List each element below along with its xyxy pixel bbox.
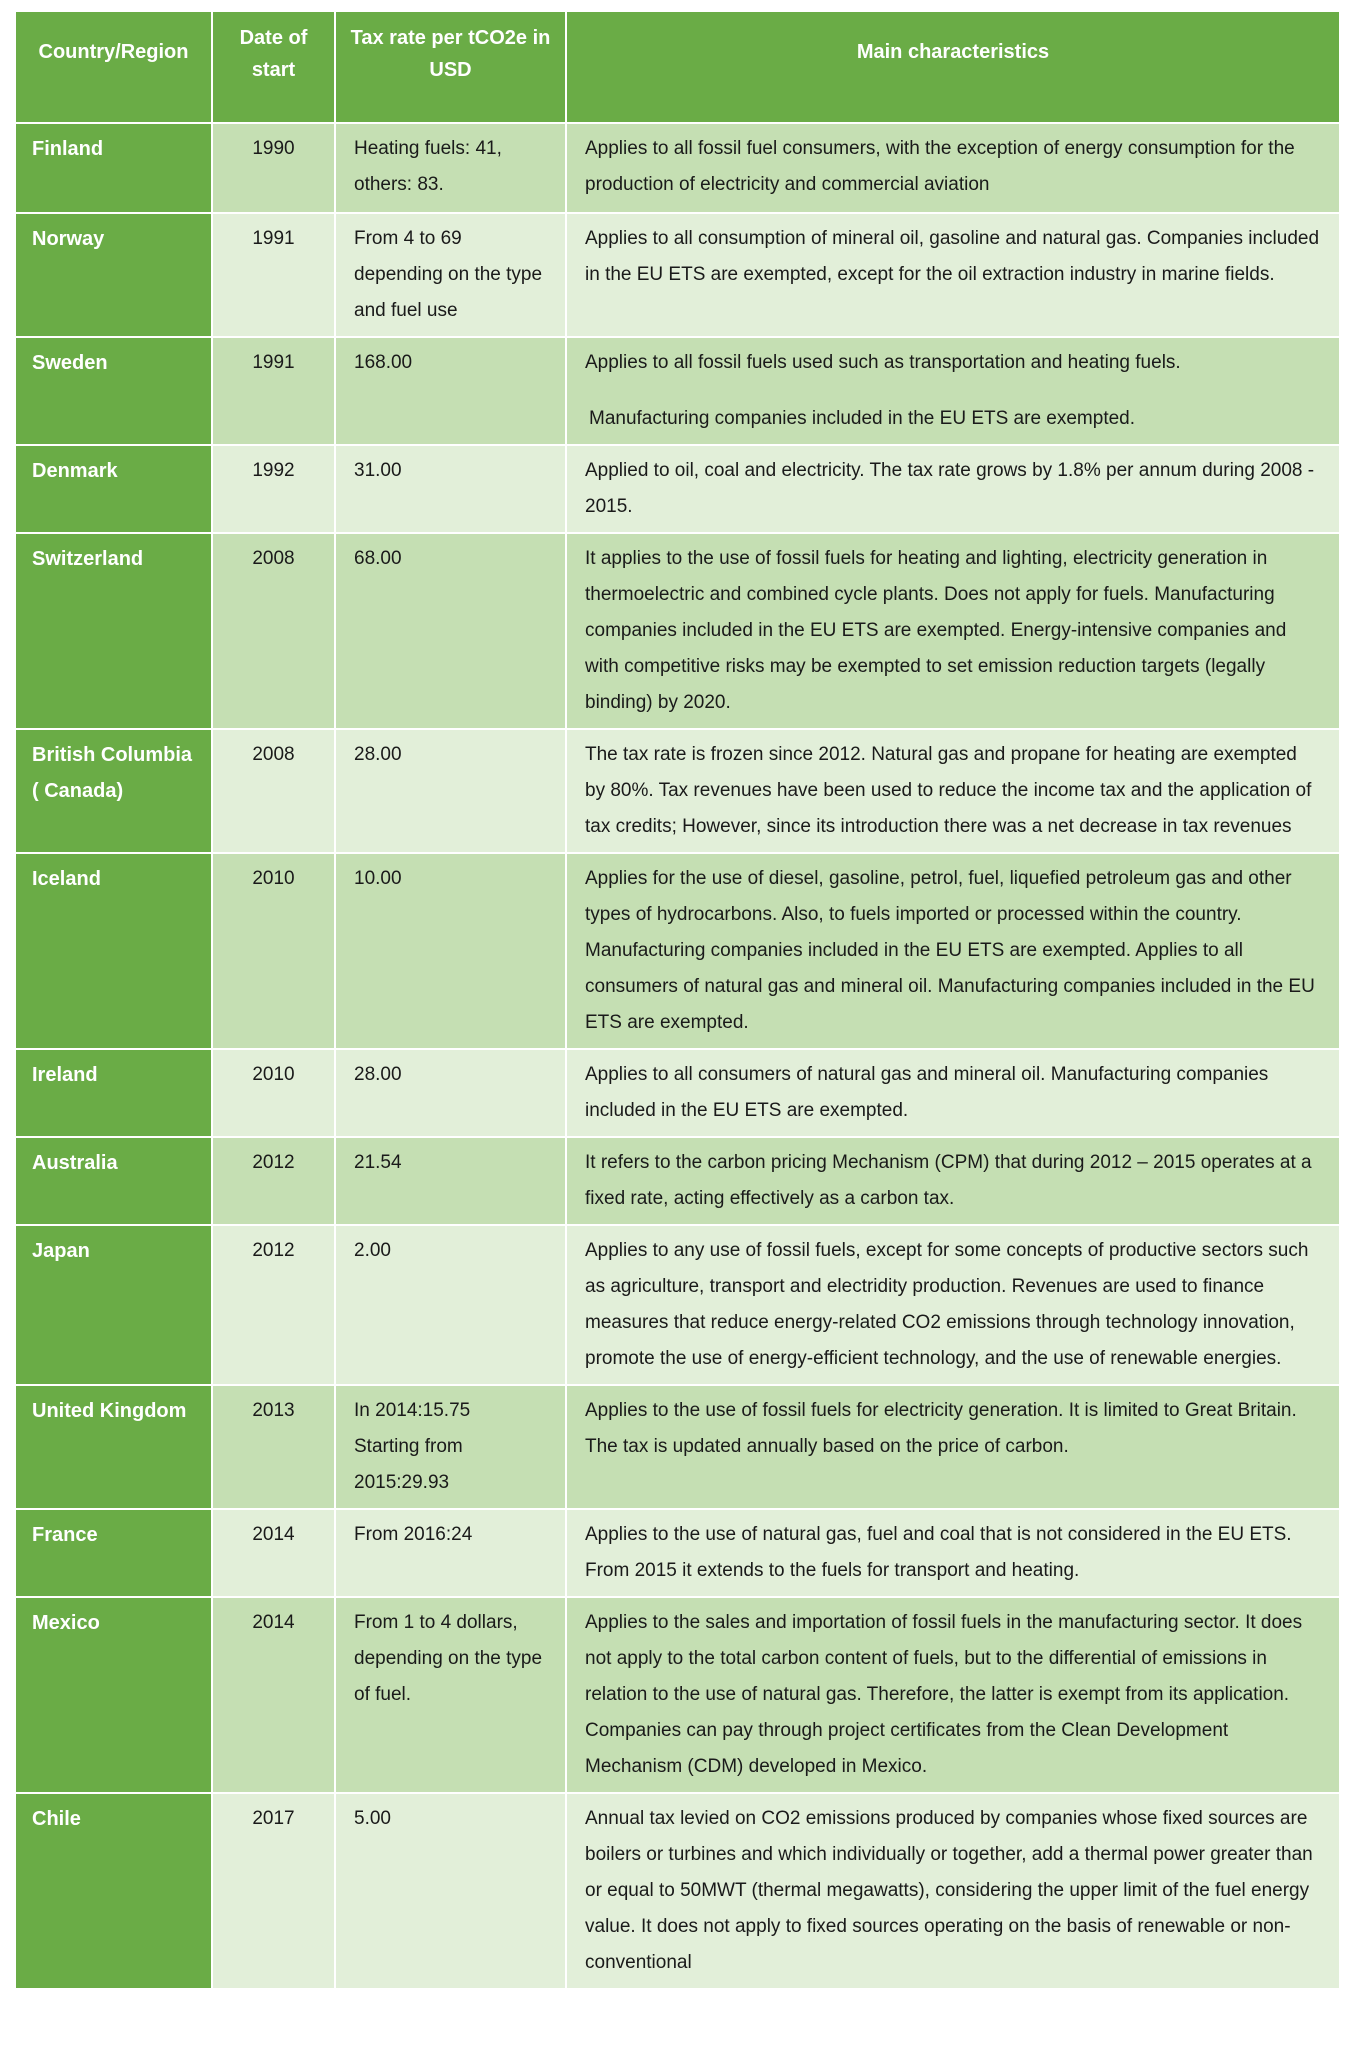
characteristics-paragraph: Applies to all consumption of mineral oil, gasoline and natural gas. Companies included in the EU ETS are exempted, except for the oil extraction industry in marine fields. <box>585 228 1320 285</box>
tax-rate-line: 21.54 <box>354 1152 402 1173</box>
characteristics-paragraph: Applies for the use of diesel, gasoline, petrol, fuel, liquefied petroleum gas and other types of hydrocarbons. Also, to fuels imported or processed within the country. Manufacturing companies included in the EU ETS are exempted. Applies to all consumers of natural gas and mineral oil. Manufacturing companies included in the EU ETS are exempted. <box>585 868 1315 1033</box>
country-cell: British Columbia ( Canada) <box>15 729 212 853</box>
characteristics-cell <box>566 729 1340 853</box>
start-year-cell: 1992 <box>212 445 335 533</box>
tax-rate-cell <box>335 123 566 213</box>
table-body <box>15 123 1340 1989</box>
characteristics-paragraph: Applies to all fossil fuel consumers, with the exception of energy consumption for the production of electricity and commercial aviation <box>585 138 1295 195</box>
tax-rate-cell <box>335 533 566 729</box>
country-cell: Norway <box>15 213 212 337</box>
characteristics-cell <box>566 1509 1340 1597</box>
tax-rate-line: 2.00 <box>354 1240 391 1261</box>
characteristics-paragraph: Applies to all fossil fuels used such as transportation and heating fuels. <box>585 352 1181 373</box>
characteristics-paragraph: Applies to all consumers of natural gas and mineral oil. Manufacturing companies included in the EU ETS are exempted. <box>585 1064 1269 1121</box>
tax-rate-line: From 1 to 4 dollars, depending on the type of fuel. <box>354 1612 543 1705</box>
country-cell: Mexico <box>15 1597 212 1793</box>
table-row <box>15 337 1340 445</box>
start-year-cell: 1991 <box>212 337 335 445</box>
tax-rate-cell <box>335 1793 566 1989</box>
header-date: Date of start <box>212 11 335 123</box>
tax-rate-line: 10.00 <box>354 868 402 889</box>
characteristics-paragraph: It applies to the use of fossil fuels for heating and lighting, electricity generation in thermoelectric and combined cycle plants. Does not apply for fuels. Manufacturing companies included in the EU ETS are exempted. Energy-intensive companies and with competitive risks may be exempted to set emission reduction targets (legally binding) by 2020. <box>585 548 1287 713</box>
characteristics-paragraph: It refers to the carbon pricing Mechanism (CPM) that during 2012 – 2015 operates at a fixed rate, acting effectively as a carbon tax. <box>585 1152 1312 1209</box>
characteristics-cell <box>566 123 1340 213</box>
characteristics-cell <box>566 1225 1340 1385</box>
country-cell: Chile <box>15 1793 212 1989</box>
table-row <box>15 445 1340 533</box>
tax-rate-line: From 4 to 69 depending on the type and fuel use <box>354 228 543 321</box>
characteristics-cell <box>566 337 1340 445</box>
start-year-cell: 1991 <box>212 213 335 337</box>
country-cell: Denmark <box>15 445 212 533</box>
characteristics-cell <box>566 853 1340 1049</box>
carbon-tax-table-container <box>14 10 1339 1990</box>
tax-rate-line: 31.00 <box>354 460 402 481</box>
tax-rate-line: others: 83. <box>354 174 444 195</box>
country-cell: Iceland <box>15 853 212 1049</box>
country-cell: Sweden <box>15 337 212 445</box>
start-year-cell: 2014 <box>212 1509 335 1597</box>
table-row <box>15 1137 1340 1225</box>
tax-rate-line: 5.00 <box>354 1808 391 1829</box>
tax-rate-line: From 2016:24 <box>354 1524 473 1545</box>
country-cell: United Kingdom <box>15 1385 212 1509</box>
characteristics-cell <box>566 1793 1340 1989</box>
characteristics-paragraph: Applies to the use of natural gas, fuel and coal that is not considered in the EU ETS. From 2015 it extends to the fuels for transport and heating. <box>585 1524 1292 1581</box>
table-row <box>15 1597 1340 1793</box>
tax-rate-line: Starting from <box>354 1436 463 1457</box>
tax-rate-line: In 2014:15.75 <box>354 1400 471 1421</box>
table-row <box>15 729 1340 853</box>
start-year-cell: 2008 <box>212 729 335 853</box>
country-cell: Japan <box>15 1225 212 1385</box>
characteristics-paragraph: The tax rate is frozen since 2012. Natural gas and propane for heating are exempted by 80%. Tax revenues have been used to reduce the income tax and the application of tax credits; However, since its introduction there was a net decrease in tax revenues <box>585 744 1312 837</box>
characteristics-paragraph: Applies to any use of fossil fuels, except for some concepts of productive sectors such as agriculture, transport and electridity production. Revenues are used to finance measures that reduce energy-related CO2 emissions through technology innovation, promote the use of energy-efficient technology, and the use of renewable energies. <box>585 1240 1309 1369</box>
characteristics-paragraph: Annual tax levied on CO2 emissions produced by companies whose fixed sources are boilers or turbines and which individually or together, add a thermal power greater than or equal to 50MWT (thermal megawatts), considering the upper limit of the fuel energy value. It does not apply to fixed sources operating on the basis of renewable or non-conventional <box>585 1808 1313 1973</box>
tax-rate-line: 28.00 <box>354 744 402 765</box>
table-row <box>15 1793 1340 1989</box>
tax-rate-line: 28.00 <box>354 1064 402 1085</box>
tax-rate-cell <box>335 213 566 337</box>
characteristics-paragraph: Applied to oil, coal and electricity. The tax rate grows by 1.8% per annum during 2008 - 2015. <box>585 460 1315 517</box>
country-cell: Switzerland <box>15 533 212 729</box>
start-year-cell: 2013 <box>212 1385 335 1509</box>
carbon-tax-table <box>14 10 1341 1990</box>
header-tax-rate: Tax rate per tCO2e in USD <box>335 11 566 123</box>
tax-rate-cell <box>335 445 566 533</box>
characteristics-cell <box>566 533 1340 729</box>
start-year-cell: 2010 <box>212 853 335 1049</box>
start-year-cell: 1990 <box>212 123 335 213</box>
country-cell: Finland <box>15 123 212 213</box>
characteristics-paragraph: Applies to the sales and importation of fossil fuels in the manufacturing sector. It does not apply to the total carbon content of fuels, but to the differential of emissions in relation to the use of natural gas. Therefore, the latter is exempt from its application. Companies can pay through project certificates from the Clean Development Mechanism (CDM) developed in Mexico. <box>585 1612 1303 1777</box>
table-row <box>15 1049 1340 1137</box>
characteristics-cell <box>566 213 1340 337</box>
header-characteristics: Main characteristics <box>566 11 1340 123</box>
tax-rate-line: 2015:29.93 <box>354 1472 450 1493</box>
tax-rate-cell <box>335 1137 566 1225</box>
tax-rate-cell <box>335 1049 566 1137</box>
tax-rate-cell <box>335 1509 566 1597</box>
tax-rate-cell <box>335 1385 566 1509</box>
start-year-cell: 2012 <box>212 1137 335 1225</box>
table-row <box>15 853 1340 1049</box>
tax-rate-line: 168.00 <box>354 352 413 373</box>
tax-rate-cell <box>335 337 566 445</box>
characteristics-paragraph: Manufacturing companies included in the EU ETS are exempted. <box>589 408 1136 429</box>
start-year-cell: 2014 <box>212 1597 335 1793</box>
start-year-cell: 2010 <box>212 1049 335 1137</box>
header-country: Country/Region <box>15 11 212 123</box>
table-row <box>15 1385 1340 1509</box>
characteristics-cell <box>566 1049 1340 1137</box>
start-year-cell: 2012 <box>212 1225 335 1385</box>
tax-rate-cell <box>335 1597 566 1793</box>
start-year-cell: 2008 <box>212 533 335 729</box>
country-cell: Australia <box>15 1137 212 1225</box>
characteristics-cell <box>566 1137 1340 1225</box>
table-header-row <box>15 11 1340 123</box>
start-year-cell: 2017 <box>212 1793 335 1989</box>
table-row <box>15 123 1340 213</box>
tax-rate-line: Heating fuels: 41, <box>354 138 502 159</box>
characteristics-cell <box>566 1597 1340 1793</box>
country-cell: Ireland <box>15 1049 212 1137</box>
characteristics-paragraph: Applies to the use of fossil fuels for electricity generation. It is limited to Great Britain. The tax is updated annually based on the price of carbon. <box>585 1400 1297 1457</box>
table-row <box>15 1509 1340 1597</box>
characteristics-cell <box>566 1385 1340 1509</box>
tax-rate-cell <box>335 1225 566 1385</box>
characteristics-cell <box>566 445 1340 533</box>
tax-rate-line: 68.00 <box>354 548 402 569</box>
tax-rate-cell <box>335 729 566 853</box>
table-row <box>15 533 1340 729</box>
tax-rate-cell <box>335 853 566 1049</box>
table-row <box>15 1225 1340 1385</box>
table-row <box>15 213 1340 337</box>
country-cell: France <box>15 1509 212 1597</box>
